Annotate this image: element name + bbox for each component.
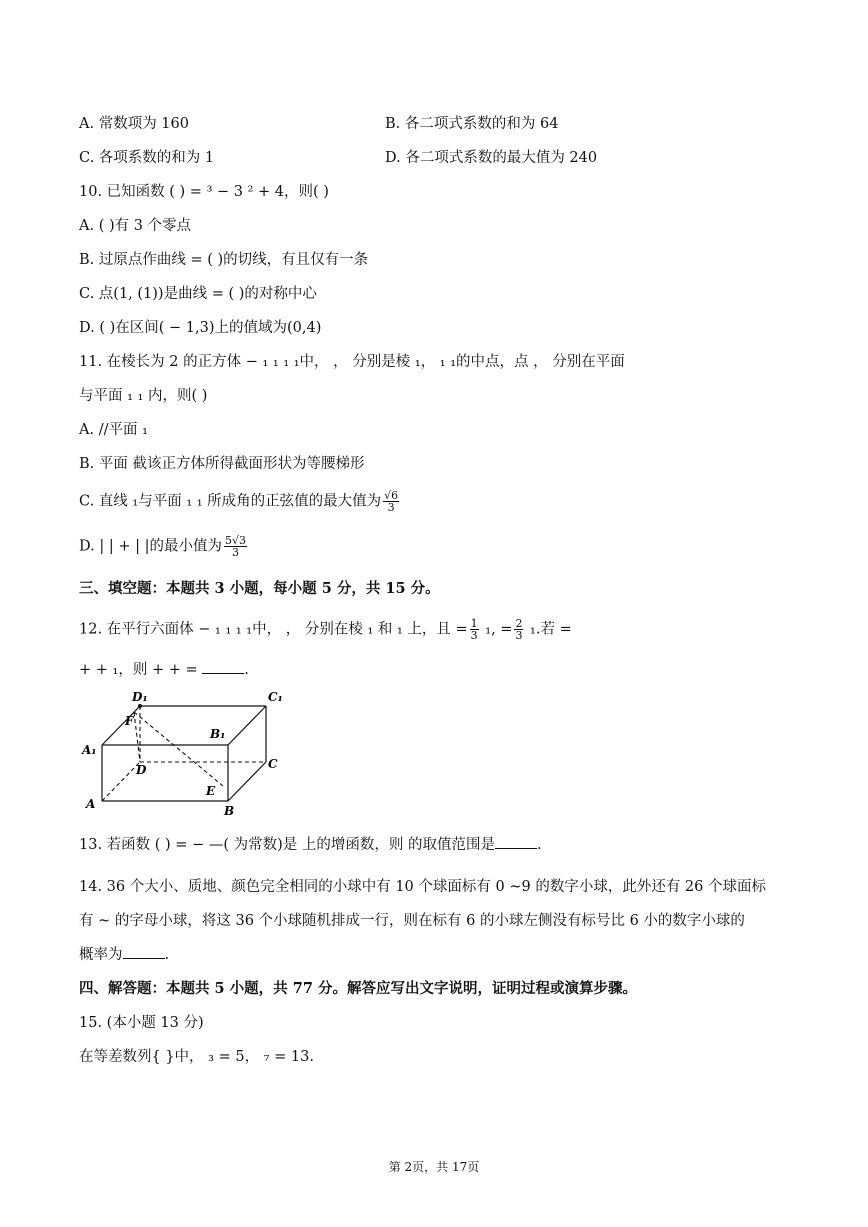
q11-option-a: A. //平面 ₁ xyxy=(79,422,148,438)
q12-stem-text: + + ₁，则 + + = xyxy=(79,662,203,678)
q10-stem: 10. 已知函数 ( ) = ³ − 3 ² + 4，则( ) xyxy=(79,184,329,200)
q14-end-mark: . xyxy=(164,947,170,963)
q13-end-mark: . xyxy=(536,837,542,853)
answer-blank xyxy=(495,836,537,849)
label-a: A xyxy=(86,797,96,811)
q10-option-c: C. 点(1, (1))是曲线 = ( )的对称中心 xyxy=(79,286,317,302)
q14-line3-text: 概率为 xyxy=(79,947,123,963)
q14-line2: 有 ~ 的字母小球，将这 36 个小球随机排成一行，则在标有 6 的小球左侧没有标号比 6 小的数字小球的 xyxy=(79,913,745,929)
q12-fraction-2 xyxy=(514,618,523,641)
q11-option-b: B. 平面 截该正方体所得截面形状为等腰梯形 xyxy=(79,456,365,472)
q9-option-c: C. 各项系数的和为 1 xyxy=(79,150,215,166)
q12-stem-part-a: 12. 在平行六面体 − ₁ ₁ ₁ ₁中， ， 分别在棱 ₁ 和 ₁ 上，且 = xyxy=(79,621,468,638)
label-d1: D₁ xyxy=(132,690,148,704)
q14-line1: 14. 36 个大小、质地、颜色完全相同的小球中有 10 个球面标有 0 ~9 的数字小球，此外还有 26 个球面标 xyxy=(79,879,766,895)
fraction-denominator: 3 xyxy=(470,629,478,642)
q10-option-b: B. 过原点作曲线 = ( )的切线，有且仅有一条 xyxy=(79,252,369,268)
q13 xyxy=(79,835,542,855)
fraction-numerator: √6 xyxy=(384,489,399,502)
label-c1: C₁ xyxy=(268,690,283,704)
label-b1: B₁ xyxy=(210,727,226,741)
fraction-denominator: 3 xyxy=(387,501,395,514)
label-d: D xyxy=(136,763,147,777)
q11-option-d-text: D. | | + | |的最小值为 xyxy=(79,538,222,555)
q9-option-d: D. 各二项式系数的最大值为 240 xyxy=(385,150,598,166)
answer-blank xyxy=(123,946,165,959)
label-a1: A₁ xyxy=(82,743,97,757)
q13-text: 13. 若函数 ( ) = − —( 为常数)是 上的增函数，则 的取值范围是 xyxy=(79,837,495,853)
label-c: C xyxy=(268,757,278,771)
q15-text: 在等差数列{ }中， ₃ = 5， ₇ = 13. xyxy=(79,1049,314,1065)
q11-stem-line2: 与平面 ₁ ₁ 内，则( ) xyxy=(79,388,208,404)
page-footer: 第 2页，共 17页 xyxy=(388,1160,480,1174)
q12-stem-line1 xyxy=(79,618,572,641)
q10-option-d: D. ( )在区间( − 1,3)上的值域为(0,4) xyxy=(79,320,322,336)
q11-option-c-text: C. 直线 ₁与平面 ₁ ₁ 所成角的正弦值的最大值为 xyxy=(79,493,382,510)
q9-option-a: A. 常数项为 160 xyxy=(79,116,189,132)
section-4-heading: 四、解答题：本题共 5 小题，共 77 分。解答应写出文字说明，证明过程或演算步骤。 xyxy=(79,980,637,997)
q12-fraction-1 xyxy=(470,618,479,641)
q12-end-mark: . xyxy=(244,662,249,678)
section-3-heading: 三、填空题：本题共 3 小题，每小题 5 分，共 15 分。 xyxy=(79,580,440,597)
q12-stem-part-c: ₁.若 = xyxy=(525,621,572,638)
q11-stem-line1: 11. 在棱长为 2 的正方体 − ₁ ₁ ₁ ₁中， ， 分别是棱 ₁， ₁ ₁的中点，点 ， 分别在平面 xyxy=(79,354,625,370)
q15-title: 15. (本小题 13 分) xyxy=(79,1015,204,1031)
q11-option-d-fraction xyxy=(224,535,247,558)
q12-stem-line2 xyxy=(79,660,249,680)
q11-option-c xyxy=(79,490,401,513)
fraction-denominator: 3 xyxy=(231,546,239,559)
fraction-numerator: 2 xyxy=(515,617,523,630)
q10-option-a: A. ( )有 3 个零点 xyxy=(79,218,192,234)
parallelepiped-figure xyxy=(78,688,288,823)
fraction-numerator: 1 xyxy=(470,617,478,630)
q11-option-d xyxy=(79,535,249,558)
q12-stem-part-b: ₁, = xyxy=(480,621,513,638)
label-b: B xyxy=(224,804,235,818)
q9-option-b: B. 各二项式系数的和为 64 xyxy=(385,116,559,132)
fraction-numerator: 5√3 xyxy=(224,534,246,547)
answer-blank xyxy=(202,661,244,674)
label-e: E xyxy=(206,784,216,798)
fraction-denominator: 3 xyxy=(515,629,523,642)
label-f: F xyxy=(125,714,134,728)
q14-line3 xyxy=(79,945,169,965)
q11-option-c-fraction xyxy=(383,490,399,513)
